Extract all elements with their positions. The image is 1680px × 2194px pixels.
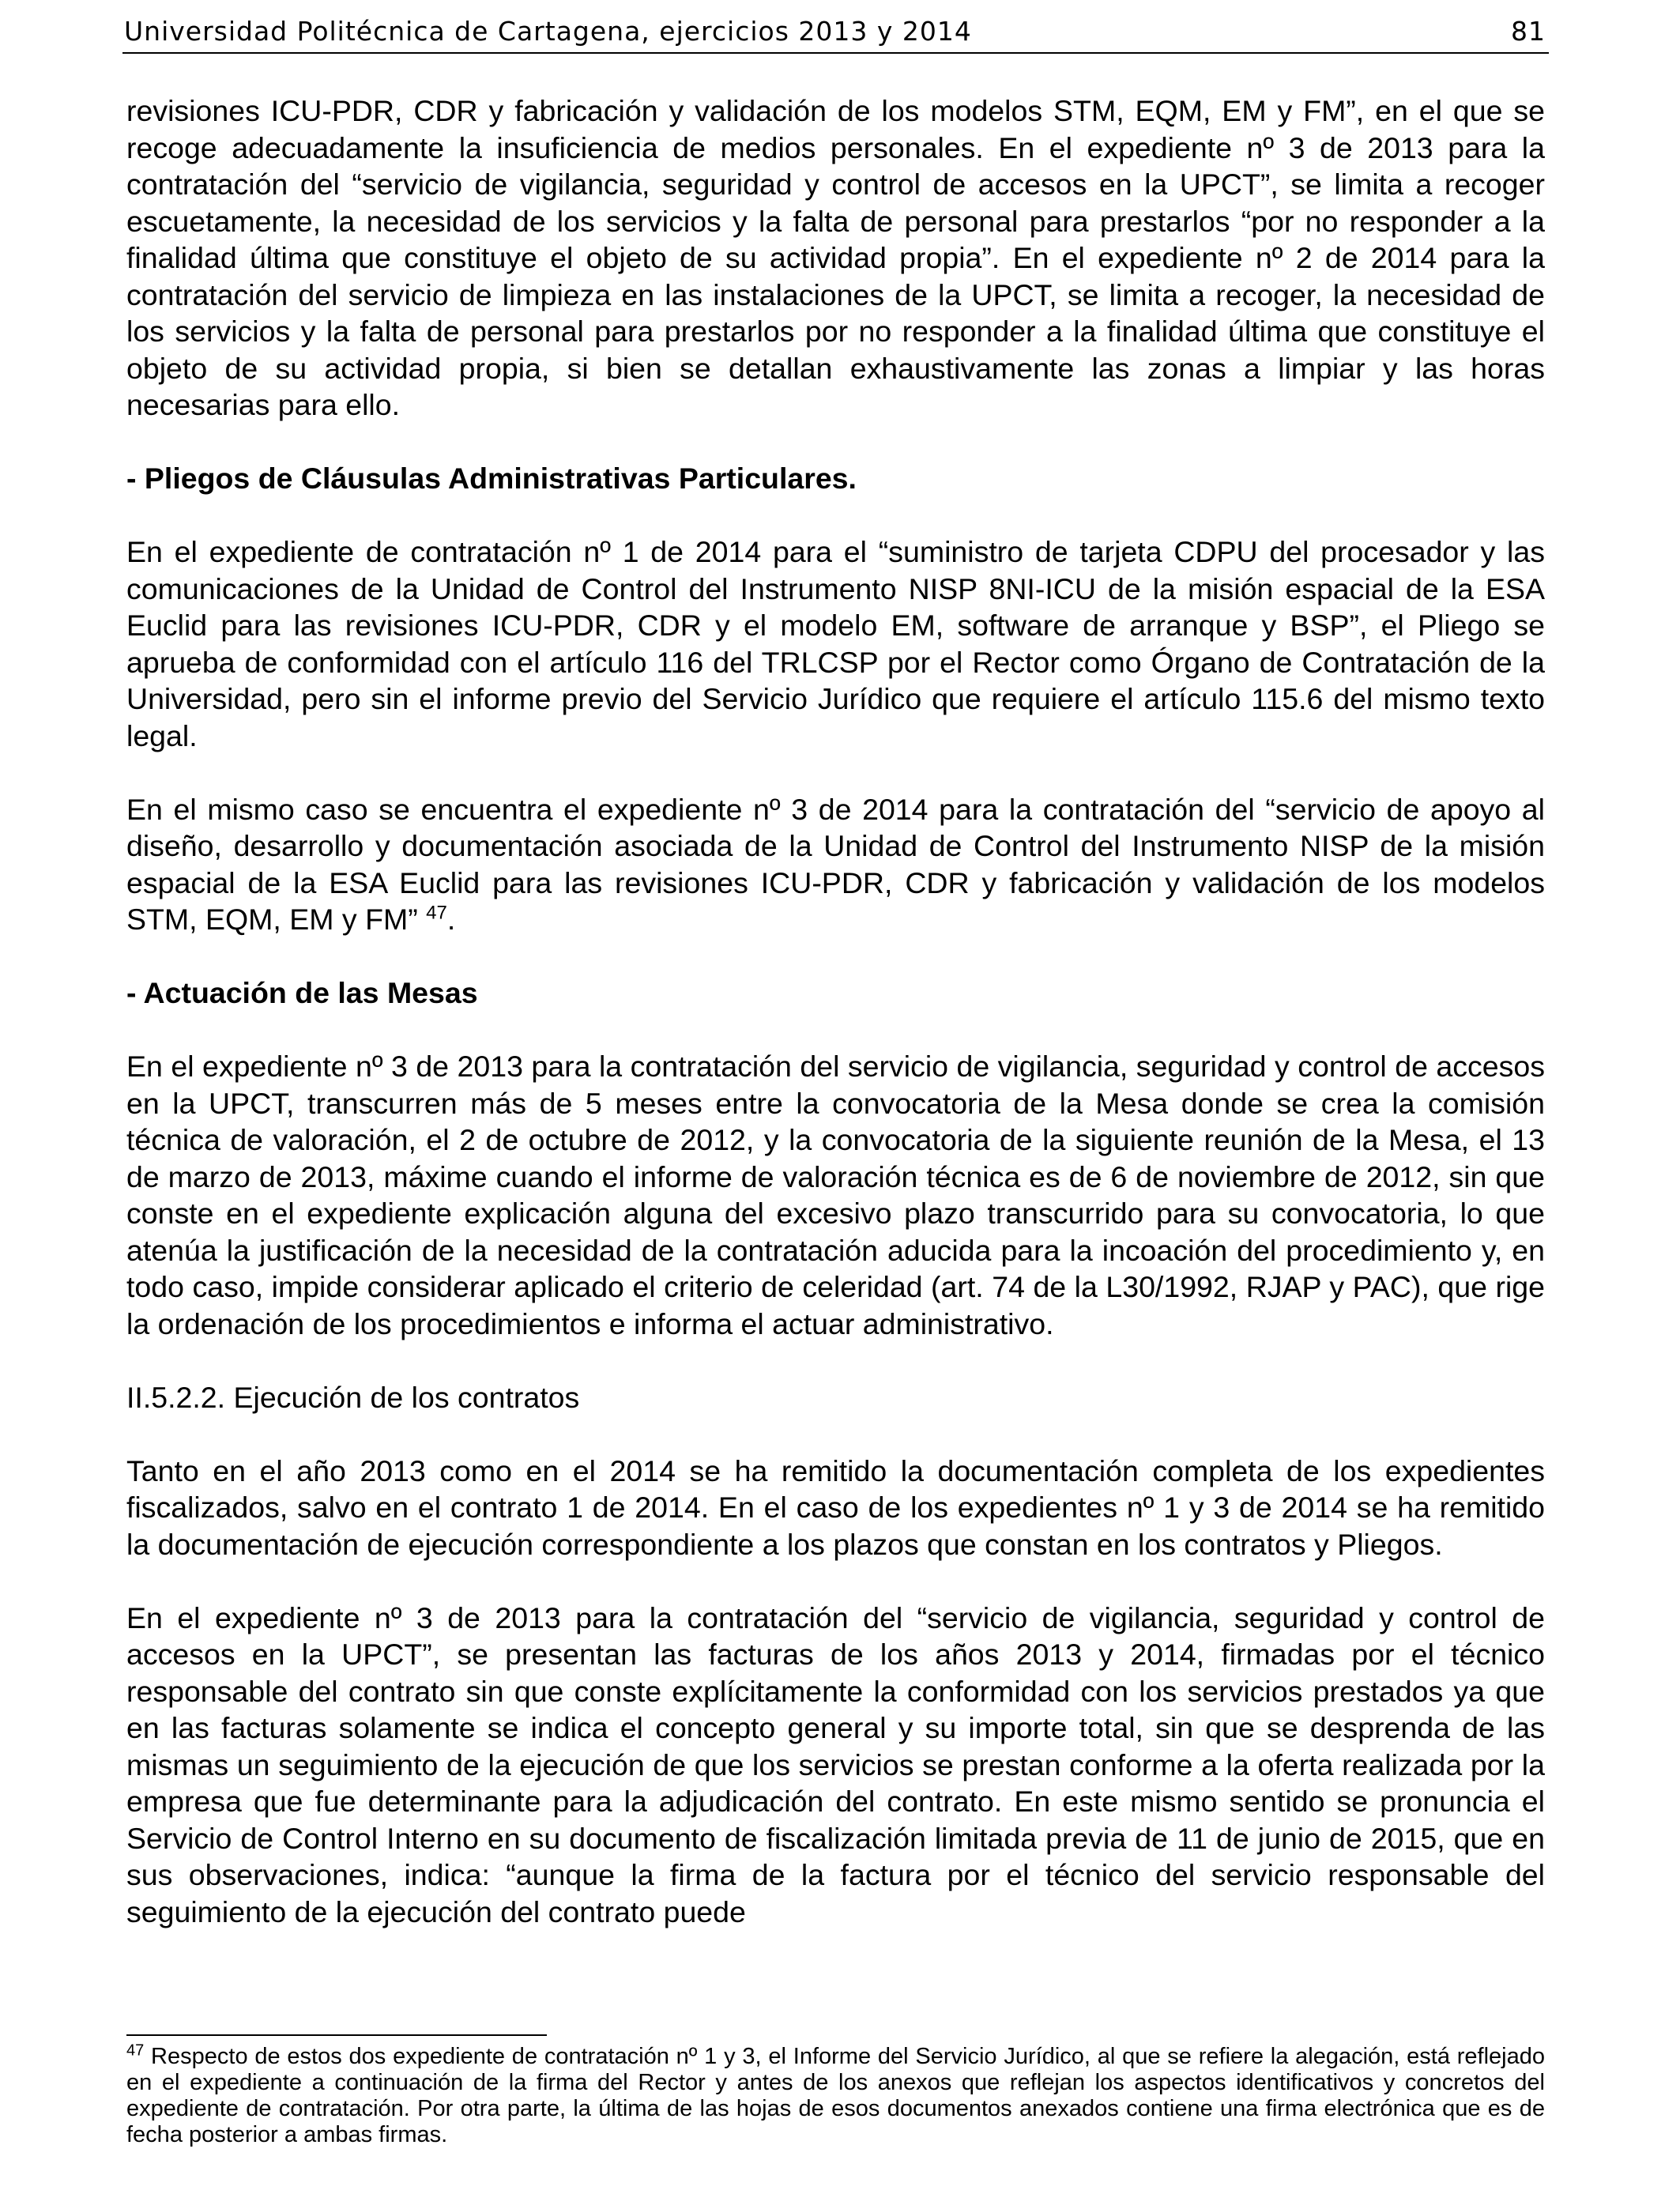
section-heading: - Actuación de las Mesas: [126, 976, 478, 1009]
paragraph: revisiones ICU-PDR, CDR y fabricación y validación de los modelos STM, EQM, EM y FM”, en el que se recoge adecuadamente la insuficiencia de medios personales. En el expediente nº 3 de 2013 para la contratación del “servicio de vigilancia, seguridad y control de accesos en la UPCT”, se limita a recoger escuetamente, la necesidad de los servicios y la falta de personal para prestarlos “por no responder a la finalidad última que constituye el objeto de su actividad propia”. En el expediente nº 2 de 2014 para la contratación del servicio de limpieza en las instalaciones de la UPCT, se limita a recoger, la necesidad de los servicios y la falta de personal para prestarlos por no responder a la finalidad última que constituye el objeto de su actividad propia, si bien se detallan exhaustivamente las zonas a limpiar y las horas necesarias para ello.: [126, 94, 1545, 421]
page-number: 81: [1511, 16, 1546, 47]
paragraph: En el expediente nº 3 de 2013 para la contratación del “servicio de vigilancia, seguridad y control de accesos en la UPCT”, se presentan las facturas de los años 2013 y 2014, firmadas por el técnico responsable del contrato sin que conste explícitamente la conformidad con los servicios prestados ya que en las facturas solamente se indica el concepto general y su importe total, sin que se desprenda de las mismas un seguimiento de la ejecución de que los servicios se prestan conforme a la oferta realizada por la empresa que fue determinante para la adjudicación del contrato. En este mismo sentido se pronuncia el Servicio de Control Interno en su documento de fiscalización limitada previa de 11 de junio de 2015, que en sus observaciones, indica: “aunque la firma de la factura por el técnico del servicio responsable del seguimiento de la ejecución del contrato puede: [126, 1600, 1545, 1928]
footnote-text: Respecto de estos dos expediente de contratación nº 1 y 3, el Informe del Servicio Jurídico, al que se refiere la alegación, está reflejado en el expediente a continuación de la firma del Rector y antes de los anexos que reflejan los aspectos identificativos y concretos del expediente de contratación. Por otra parte, la última de las hojas de esos documentos anexados contiene una firma electrónica que es de fecha posterior a ambas firmas.: [126, 2044, 1545, 2147]
subsection-title: II.5.2.2. Ejecución de los contratos: [126, 1380, 580, 1414]
footnote-number: 47: [126, 2041, 145, 2060]
paragraph: En el expediente nº 3 de 2013 para la contratación del servicio de vigilancia, seguridad y control de accesos en la UPCT, transcurren más de 5 meses entre la convocatoria de la Mesa donde se crea la comisión técnica de valoración, el 2 de octubre de 2012, y la convocatoria de la siguiente reunión de la Mesa, el 13 de marzo de 2013, máxime cuando el informe de valoración técnica es de 6 de noviembre de 2012, sin que conste en el expediente explicación alguna del excesivo plazo transcurrido para su convocatoria, lo que atenúa la justificación de la necesidad de la contratación aducida para la incoación del procedimiento y, en todo caso, impide considerar aplicado el criterio de celeridad (art. 74 de la L30/1992, RJAP y PAC), que rige la ordenación de los procedimientos e informa el actuar administrativo.: [126, 1050, 1545, 1340]
footnote-reference: 47: [426, 902, 447, 924]
document-body: [126, 92, 1545, 1967]
paragraph: [126, 791, 1545, 938]
header-title: Universidad Politécnica de Cartagena, ejercicios 2013 y 2014: [124, 16, 972, 47]
paragraph-text: En el mismo caso se encuentra el expediente nº 3 de 2014 para la contratación del “servicio de apoyo al diseño, desarrollo y documentación asociada de la Unidad de Control del Instrumento NISP de la misión espacial de la ESA Euclid para las revisiones ICU-PDR, CDR y fabricación y validación de los modelos STM, EQM, EM y FM”: [126, 792, 1545, 936]
paragraph-end: .: [446, 903, 456, 936]
paragraph: En el expediente de contratación nº 1 de 2014 para el “suministro de tarjeta CDPU del procesador y las comunicaciones de la Unidad de Control del Instrumento NISP 8NI-ICU de la misión espacial de la ESA Euclid para las revisiones ICU-PDR, CDR y el modelo EM, software de arranque y BSP”, el Pliego se aprueba de conformidad con el artículo 116 del TRLCSP por el Rector como Órgano de Contratación de la Universidad, pero sin el informe previo del Servicio Jurídico que requiere el artículo 115.6 del mismo texto legal.: [126, 535, 1545, 752]
footnote: [126, 2041, 1545, 2148]
section-heading: - Pliegos de Cláusulas Administrativas Particulares.: [126, 462, 857, 495]
footnote-separator: [126, 2034, 547, 2036]
page-header: [122, 11, 1549, 54]
paragraph: Tanto en el año 2013 como en el 2014 se ha remitido la documentación completa de los expedientes fiscalizados, salvo en el contrato 1 de 2014. En el caso de los expedientes nº 1 y 3 de 2014 se ha remitido la documentación de ejecución correspondiente a los plazos que constan en los contratos y Pliegos.: [126, 1453, 1545, 1561]
